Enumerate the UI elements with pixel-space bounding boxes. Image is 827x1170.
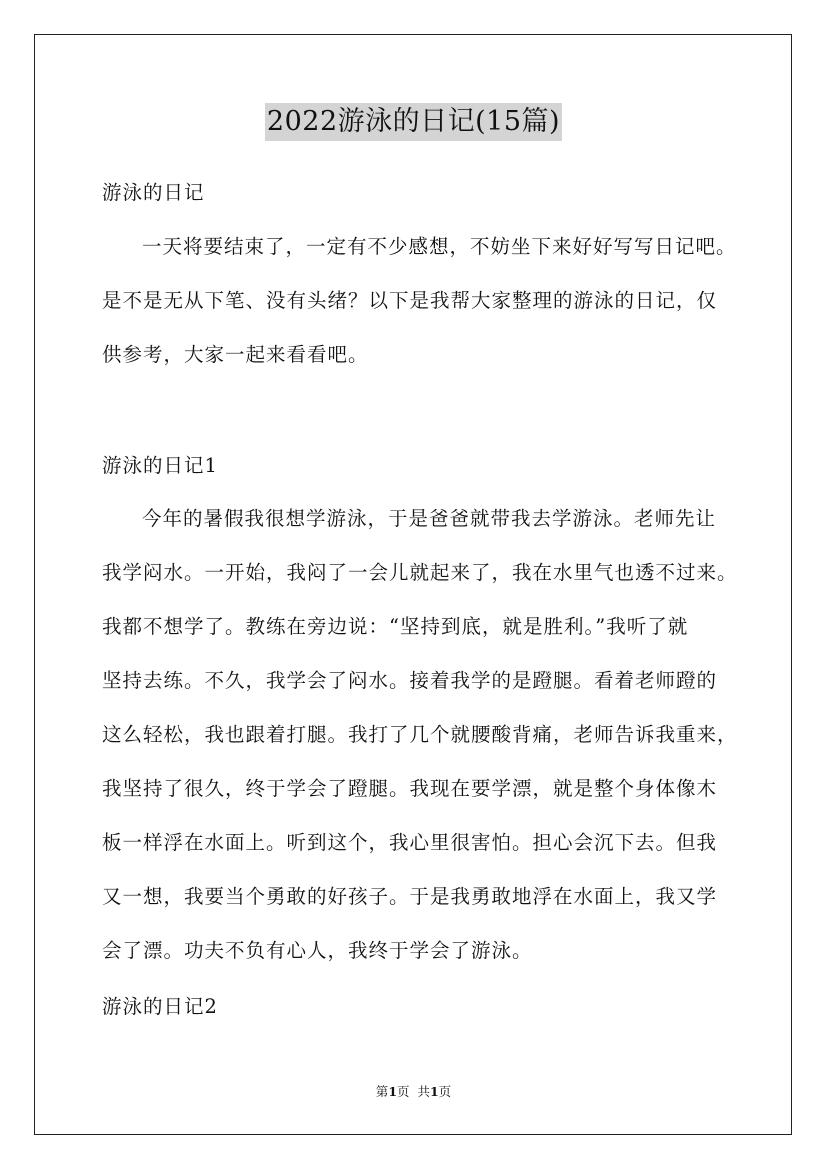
diary1-line: 我坚持了很久，终于学会了蹬腿。我现在要学漂，就是整个身体像木	[102, 777, 718, 800]
page-mid: 页 共	[397, 1084, 430, 1099]
intro-heading: 游泳的日记	[102, 181, 205, 204]
page-total: 1	[429, 1084, 439, 1099]
diary1-line: 这么轻松，我也跟着打腿。我打了几个就腰酸背痛，老师告诉我重来，	[102, 723, 738, 746]
page-current: 1	[388, 1084, 398, 1099]
intro-paragraph	[102, 220, 737, 382]
diary2-heading: 游泳的日记2	[102, 995, 218, 1018]
diary1-line: 今年的暑假我很想学游泳，于是爸爸就带我去学游泳。老师先让	[142, 507, 717, 530]
page-suffix: 页	[438, 1084, 452, 1099]
diary1-line: 坚持去练。不久，我学会了闷水。接着我学的是蹬腿。看着老师蹬的	[102, 669, 718, 692]
diary1-line: 板一样浮在水面上。听到这个，我心里很害怕。担心会沉下去。但我	[102, 831, 718, 854]
page-prefix: 第	[375, 1084, 389, 1099]
diary1-paragraph	[102, 492, 738, 978]
intro-line: 供参考，大家一起来看看吧。	[102, 343, 369, 366]
diary1-line: 又一想，我要当个勇敢的好孩子。于是我勇敢地浮在水面上，我又学	[102, 885, 718, 908]
page-footer	[0, 1084, 827, 1100]
intro-line: 一天将要结束了，一定有不少感想，不妨坐下来好好写写日记吧。	[142, 235, 737, 258]
diary1-heading: 游泳的日记1	[102, 454, 218, 477]
intro-line: 是不是无从下笔、没有头绪？以下是我帮大家整理的游泳的日记，仅	[102, 289, 718, 312]
diary1-line: 会了漂。功夫不负有心人，我终于学会了游泳。	[102, 939, 533, 962]
diary1-line: 我都不想学了。教练在旁边说：“坚持到底，就是胜利。”我听了就	[102, 615, 689, 638]
document-title: 2022游泳的日记(15篇)	[265, 103, 562, 141]
diary1-line: 我学闷水。一开始，我闷了一会儿就起来了，我在水里气也透不过来。	[102, 561, 738, 584]
title-container	[0, 103, 827, 141]
